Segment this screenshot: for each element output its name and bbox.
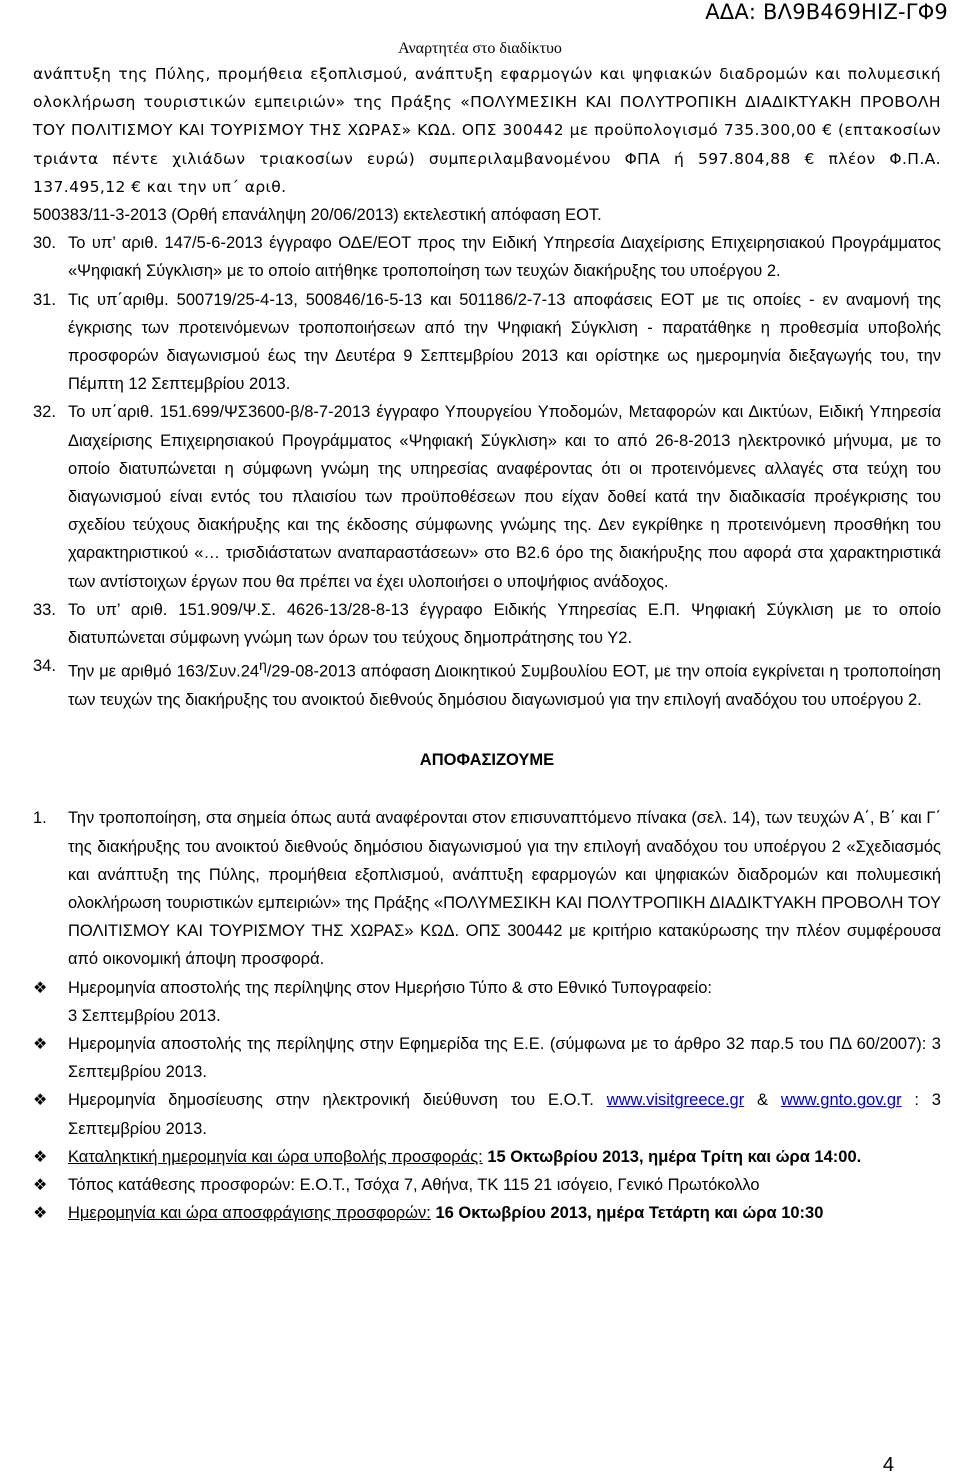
ampersand: &	[757, 1091, 769, 1110]
visitgreece-link[interactable]: www.visitgreece.gr	[606, 1091, 745, 1110]
bullet-text: Ημερομηνία δημοσίευσης στην ηλεκτρονική διεύθυνση του Ε.Ο.Τ.	[68, 1091, 594, 1110]
ada-code: ΑΔΑ: ΒΛ9Β469ΗΙΖ-ΓΦ9	[705, 0, 948, 24]
item-number: 34.	[33, 657, 56, 676]
item-text: Το υπ’ αριθ. 147/5-6-2013 έγγραφο ΟΔΕ/ΕΟΤ προς την Ειδική Υπηρεσία Διαχείρισης Επιχειρησιακού Προγράμματος «Ψηφιακή Σύγκλιση» με το οποίο αιτήθηκε τροποποίηση των τευχών διακήρυξης του υποέργου 2.	[68, 234, 941, 281]
posted-online-note: Αναρτητέα στο διαδίκτυο	[398, 40, 562, 57]
item-number: 30.	[33, 234, 56, 253]
diamond-bullet-icon: ❖	[33, 1090, 48, 1110]
bullet-opening-date	[33, 1199, 941, 1227]
bullet-value: 16 Οκτωβρίου 2013, ημέρα Τετάρτη και ώρα 10:30	[435, 1204, 824, 1223]
page-number: 4	[882, 1454, 894, 1476]
diamond-bullet-icon: ❖	[33, 977, 48, 997]
bullet-date: 3 Σεπτεμβρίου 2013.	[68, 1006, 221, 1025]
item-number: 32.	[33, 403, 56, 422]
bullet-press-date	[33, 974, 941, 1030]
gnto-link[interactable]: www.gnto.gov.gr	[780, 1091, 902, 1110]
decision-heading: ΑΠΟΦΑΣΙΖΟΥΜΕ	[419, 751, 555, 770]
bullet-value: 15 Οκτωβρίου 2013, ημέρα Τρίτη και ώρα 14:00.	[487, 1147, 862, 1166]
item-number: 31.	[33, 290, 56, 309]
bullet-eu-journal-date	[33, 1030, 941, 1086]
item-text: Το υπ΄αριθ. 151.699/ΨΣ3600-β/8-7-2013 έγγραφο Υπουργείου Υποδομών, Μεταφορών και Δικτύων, Ειδική Υπηρεσία Διαχείρισης Επιχειρησιακού Προγράμματος «Ψηφιακή Σύγκλιση» και το από 26-8-2013 ηλεκτρονικό μήνυμα, με το οποίο διατυπώνεται η σύμφωνη γνώμη της υπηρεσίας αναφέροντας ότι οι προτεινόμενες αλλαγές στα τεύχη του διαγωνισμού είναι εντός του πλαισίου των προϋποθέσεων που είχαν δοθεί κατά την διαδικασία προέγκρισης του σχεδίου τεύχους διακήρυξης και της έκδοσης σύμφωνης γνώμης της. Δεν εγκρίθηκε η προτεινόμενη προσθήκη του χαρακτηριστικού «… τρισδιάστατων αναπαραστάσεων» στο Β2.6 όρο της διακήρυξης που αφορά στα χαρακτηριστικά των αντίστοιχων έργων που θα πρέπει να έχει υλοποιήσει ο υποψήφιος ανάδοχος.	[68, 403, 941, 591]
document-body	[33, 60, 941, 1227]
bullet-label: Ημερομηνία και ώρα αποσφράγισης προσφορών:	[68, 1204, 431, 1223]
bullet-web-publication	[33, 1086, 941, 1142]
item-text: Την τροποποίηση, στα σημεία όπως αυτά αναφέρονται στον επισυναπτόμενο πίνακα (σελ. 14), των τευχών Α΄, Β΄ και Γ΄ της διακήρυξης του ανοικτού διεθνούς δημόσιου διαγωνισμού για την επιλογή αναδόχου του υποέργου 2 «Σχεδιασμός και ανάπτυξη της Πύλης, προμήθεια εξοπλισμού, ανάπτυξη εφαρμογών και ψηφιακών διαδρομών και πολυμεσική ολοκλήρωση τουριστικών εμπειριών» της Πράξης «ΠΟΛΥΜΕΣΙΚΗ ΚΑΙ ΠΟΛΥΤΡΟΠΙΚΗ ΔΙΑΔΙΚΤΥΑΚΗ ΠΡΟΒΟΛΗ ΤΟΥ ΠΟΛΙΤΙΣΜΟΥ ΚΑΙ ΤΟΥΡΙΣΜΟΥ ΤΗΣ ΧΩΡΑΣ» ΚΩΔ. ΟΠΣ 300442 με κριτήριο κατακύρωσης την πλέον συμφέρουσα από οικονομική άποψη προσφορά.	[68, 809, 941, 969]
list-item-32	[33, 398, 941, 595]
diamond-bullet-icon: ❖	[33, 1146, 48, 1166]
date-bullet-list	[33, 974, 941, 1228]
bullet-label: Καταληκτική ημερομηνία και ώρα υποβολής προσφοράς:	[68, 1147, 483, 1166]
item-number: 33.	[33, 600, 56, 619]
bullet-date: : 3 Σεπτεμβρίου 2013.	[68, 1091, 941, 1138]
list-item-30	[33, 229, 941, 285]
bullet-text: Τόπος κατάθεσης προσφορών: Ε.Ο.Τ., Τσόχα 7, Αθήνα, ΤΚ 115 21 ισόγειο, Γενικό Πρωτόκολλο	[68, 1176, 760, 1195]
bullet-text: Ημερομηνία αποστολής της περίληψης στην Εφημερίδα της Ε.Ε. (σύμφωνα με το άρθρο 32 παρ.5 του ΠΔ 60/2007): 3 Σεπτεμβρίου 2013.	[68, 1035, 941, 1082]
diamond-bullet-icon: ❖	[33, 1175, 48, 1195]
intro-paragraph: ανάπτυξη της Πύλης, προμήθεια εξοπλισμού, ανάπτυξη εφαρμογών και ψηφιακών διαδρομών και πολυμεσική ολοκλήρωση τουριστικών εμπειριών» της Πράξης «ΠΟΛΥΜΕΣΙΚΗ ΚΑΙ ΠΟΛΥΤΡΟΠΙΚΗ ΔΙΑΔΙΚΤΥΑΚΗ ΠΡΟΒΟΛΗ ΤΟΥ ΠΟΛΙΤΙΣΜΟΥ ΚΑΙ ΤΟΥΡΙΣΜΟΥ ΤΗΣ ΧΩΡΑΣ» ΚΩΔ. ΟΠΣ 300442 με προϋπολογισμό 735.300,00 € (επτακοσίων τριάντα πέντε χιλιάδων τριακοσίων ευρώ) συμπεριλαμβανομένου ΦΠΑ ή 597.804,88 € πλέον Φ.Π.Α. 137.495,12 € και την υπ΄ αριθ.	[33, 65, 941, 196]
item-number: 1.	[33, 809, 47, 828]
item-superscript: η	[259, 658, 267, 674]
bullet-submission-deadline	[33, 1143, 941, 1171]
decision-item-1	[33, 804, 941, 973]
item-text-after: /29-08-2013 απόφαση Διοικητικού Συμβουλίου ΕΟΤ, με την οποία εγκρίνεται η τροποποίηση των τευχών της διακήρυξης του ανοικτού διεθνούς δημόσιου διαγωνισμού για την επιλογή αναδόχου του υποέργου 2.	[68, 662, 941, 709]
list-item-31	[33, 286, 941, 399]
intro-tail: 500383/11-3-2013 (Ορθή επανάληψη 20/06/2013) εκτελεστική απόφαση ΕΟΤ.	[33, 206, 602, 225]
diamond-bullet-icon: ❖	[33, 1034, 48, 1053]
bullet-submission-place	[33, 1171, 941, 1199]
list-item-34	[33, 652, 941, 714]
item-text-before: Την με αριθμό 163/Συν.24	[68, 662, 260, 681]
bullet-label: Ημερομηνία αποστολής της περίληψης στον Ημερήσιο Τύπο & στο Εθνικό Τυπογραφείο:	[68, 978, 712, 997]
item-text: Το υπ’ αριθ. 151.909/Ψ.Σ. 4626-13/28-8-13 έγγραφο Ειδικής Υπηρεσίας Ε.Π. Ψηφιακή Σύγκλιση με το οποίο διατυπώνεται σύμφωνη γνώμη των όρων του τεύχους δημοπράτησης του Υ2.	[68, 600, 941, 648]
item-text: Τις υπ΄αριθμ. 500719/25-4-13, 500846/16-5-13 και 501186/2-7-13 αποφάσεις ΕΟΤ με τις οποίες - εν αναμονή της έγκρισης των προτεινόμενων τροποποιήσεων από την Ψηφιακή Σύγκλιση - παρατάθηκε η προθεσμία υποβολής προσφορών διαγωνισμού έως την Δευτέρα 9 Σεπτεμβρίου 2013 και ορίστηκε ως ημερομηνία διεξαγωγής του, την Πέμπτη 12 Σεπτεμβρίου 2013.	[68, 290, 941, 394]
list-item-33	[33, 596, 941, 652]
diamond-bullet-icon: ❖	[33, 1203, 48, 1223]
